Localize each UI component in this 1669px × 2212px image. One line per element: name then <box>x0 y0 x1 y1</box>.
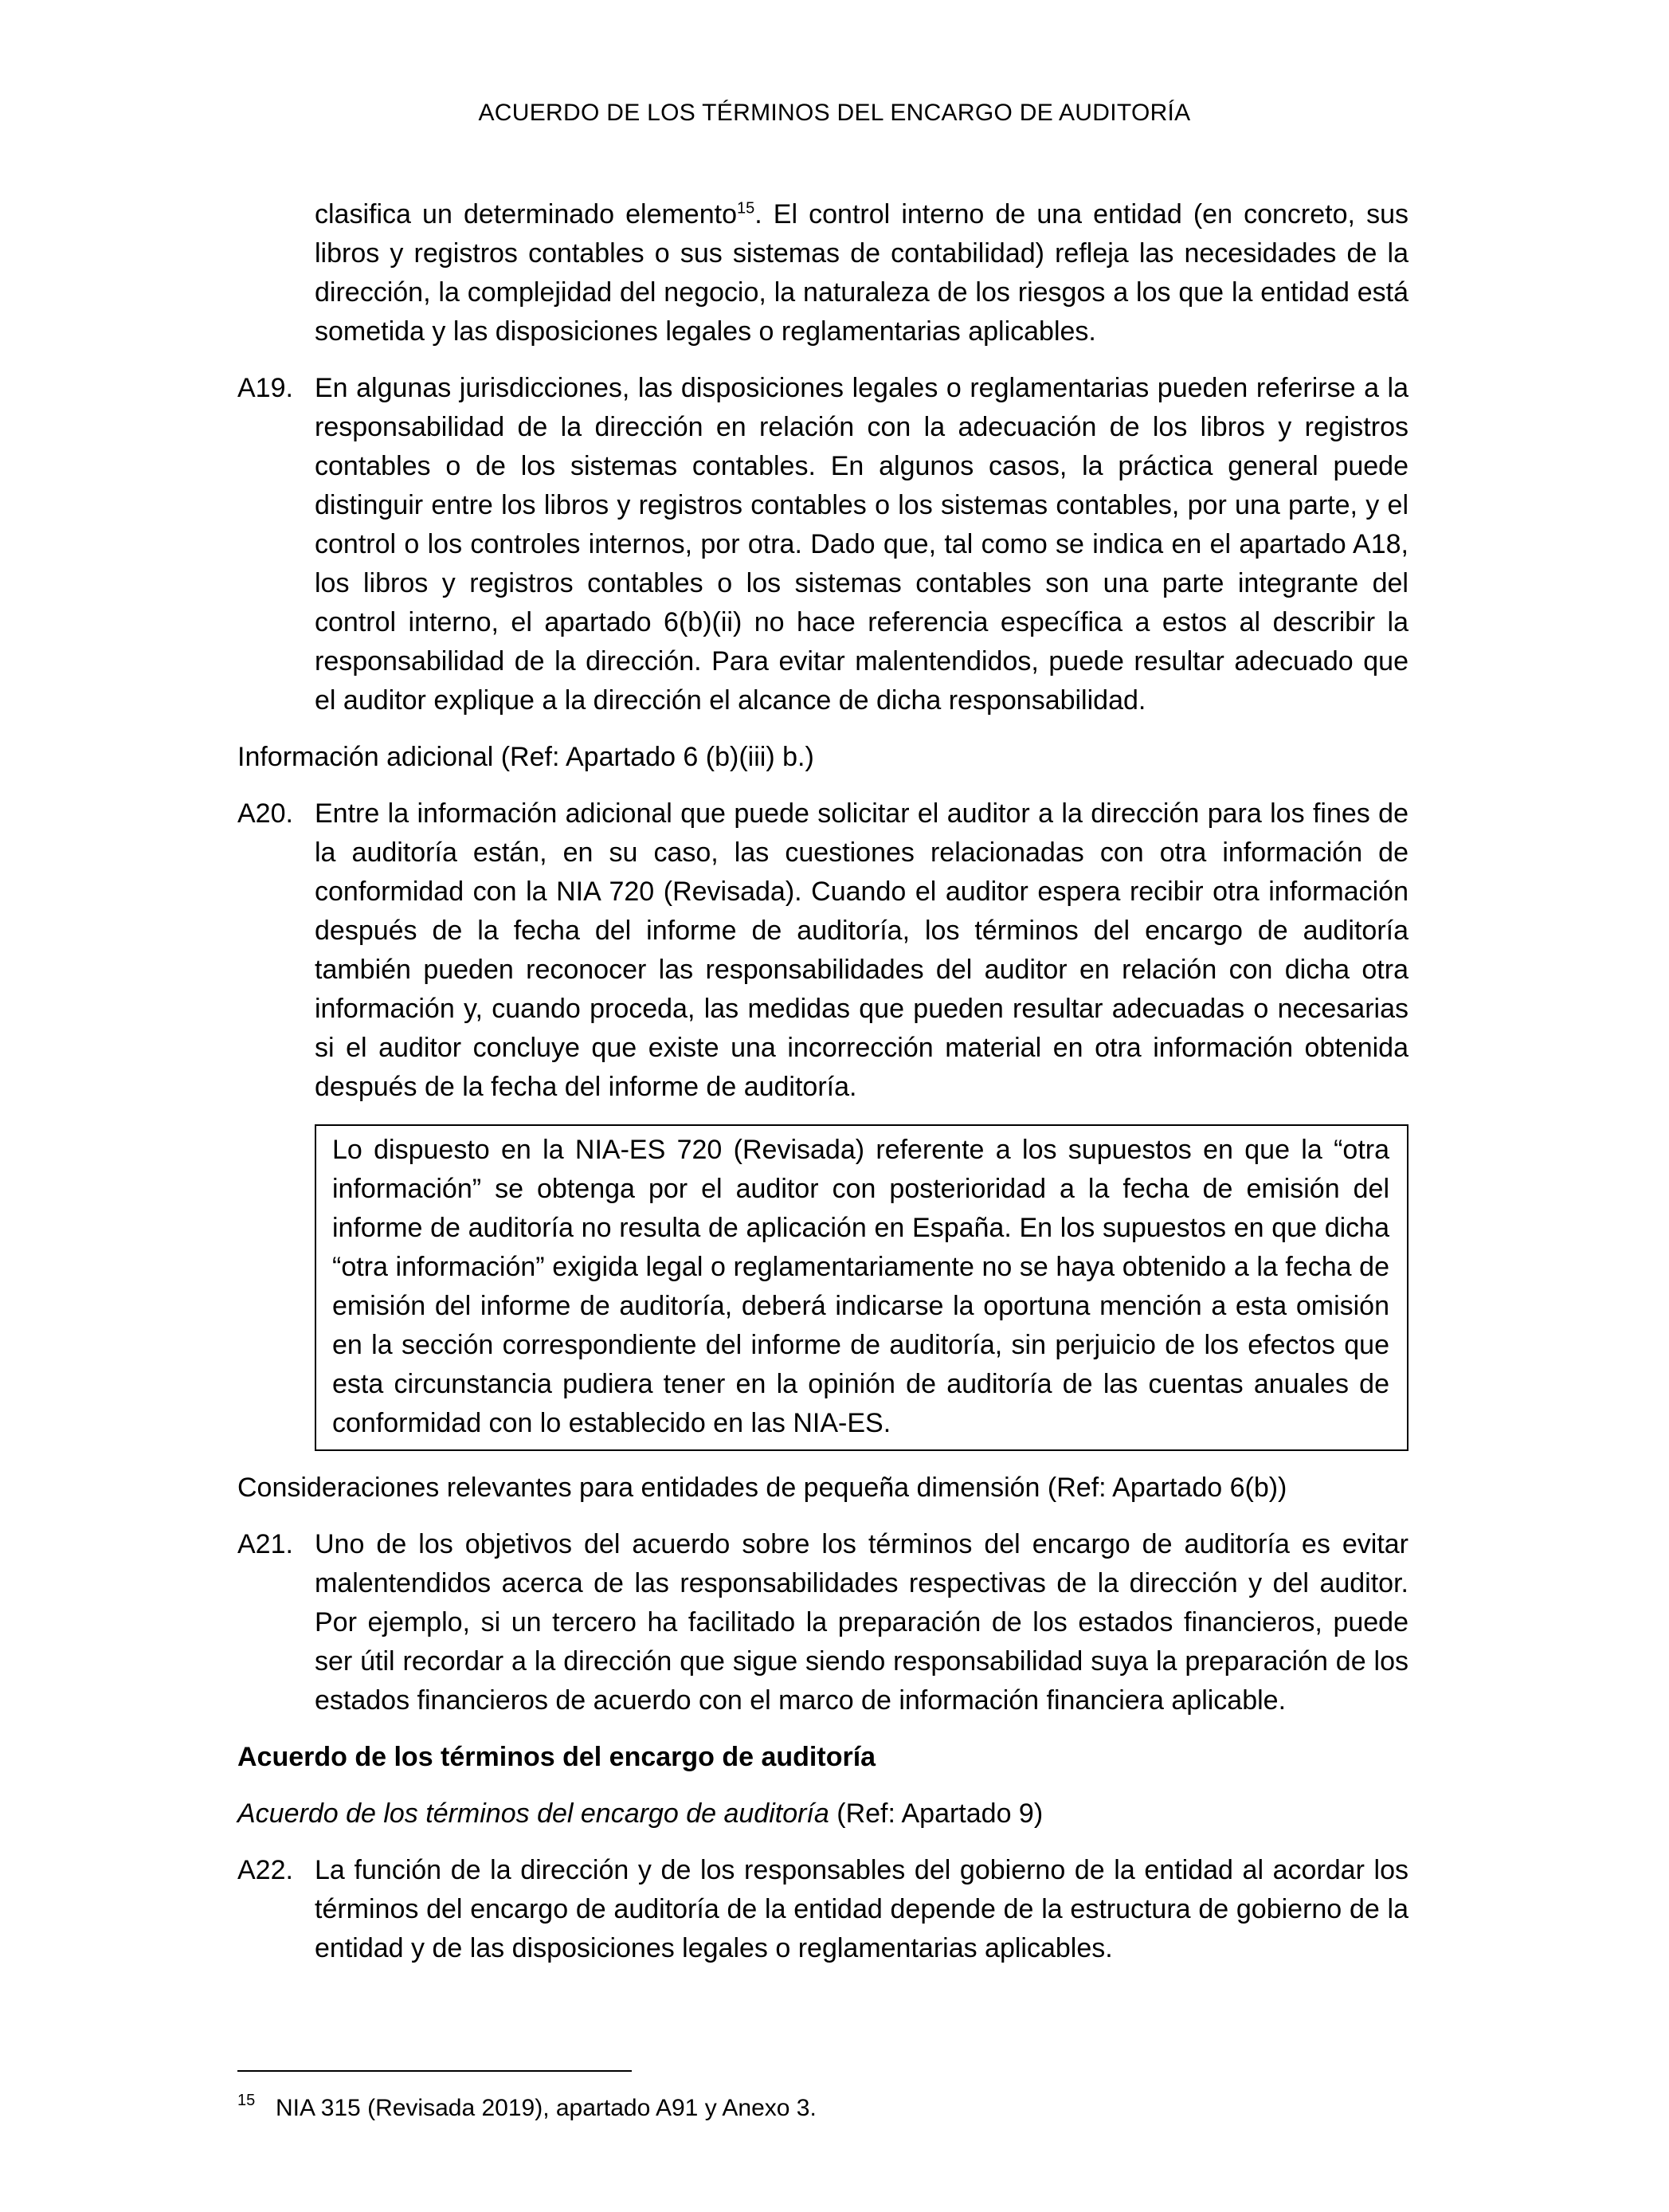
paragraph-text: Entre la información adicional que puede solicitar el auditor a la dirección para los fines de la auditoría están, en su caso, las cuestiones relacionadas con otra información de conformidad con la NIA 720 (Revisada). Cuando el auditor espera recibir otra información después de la fecha del informe de auditoría, los términos del encargo de auditoría también pueden reconocer las responsabilidades del auditor en relación con dicha otra información y, cuando proceda, las medidas que pueden resultar adecuadas o necesarias si el auditor concluye que existe una incorrección material en otra información obtenida después de la fecha del informe de auditoría. <box>315 798 1408 1102</box>
paragraph-number: A19. <box>237 373 293 403</box>
paragraph-text: En algunas jurisdicciones, las disposiciones legales o reglamentarias pueden referirse a la responsabilidad de la dirección en relación con la adecuación de los libros y registros contables o de los sistemas contables. En algunos casos, la práctica general puede distinguir entre los libros y registros contables o los sistemas contables, por una parte, y el control o los controles internos, por otra. Dado que, tal como se indica en el apartado A18, los libros y registros contables o los sistemas contables son una parte integrante del control interno, el apartado 6(b)(ii) no hace referencia específica a estos al describir la responsabilidad de la dirección. Para evitar malentendidos, puede resultar adecuado que el auditor explique a la dirección el alcance de dicha responsabilidad. <box>315 373 1408 716</box>
footnote-divider <box>237 2070 632 2072</box>
running-header: ACUERDO DE LOS TÉRMINOS DEL ENCARGO DE AUDITORÍA <box>478 100 1191 126</box>
paragraph-a20 <box>237 794 1408 1107</box>
subsection-title: Acuerdo de los términos del encargo de auditoría <box>237 1798 829 1829</box>
page-body <box>237 195 1408 1986</box>
paragraph-number: A21. <box>237 1529 293 1559</box>
continued-text-start: clasifica un determinado elemento <box>315 199 737 229</box>
continued-text-end: . El control interno de una entidad (en concreto, sus libros y registros contables o sus sistemas de contabilidad) refleja las necesidades de la dirección, la complejidad del negocio, la naturaleza de los riesgos a los que la entidad está sometida y las disposiciones legales o reglamentarias aplicables. <box>315 199 1408 347</box>
section-heading: Acuerdo de los términos del encargo de auditoría <box>237 1742 876 1772</box>
footnote <box>237 2092 817 2124</box>
paragraph-text: La función de la dirección y de los responsables del gobierno de la entidad al acordar los términos del encargo de auditoría de la entidad depende de la estructura de gobierno de la entidad y de las disposiciones legales o reglamentarias aplicables. <box>315 1855 1408 1963</box>
paragraph-number: A22. <box>237 1855 293 1885</box>
footnote-text: NIA 315 (Revisada 2019), apartado A91 y Anexo 3. <box>276 2095 817 2121</box>
heading-additional-info: Información adicional (Ref: Apartado 6 (b)(iii) b.) <box>237 742 814 772</box>
paragraph-number: A20. <box>237 798 293 829</box>
paragraph-text: Uno de los objetivos del acuerdo sobre los términos del encargo de auditoría es evitar malentendidos acerca de las responsabilidades respectivas de la dirección y del auditor. Por ejemplo, si un tercero ha facilitado la preparación de los estados financieros, puede ser útil recordar a la dirección que sigue siendo responsabilidad suya la preparación de los estados financieros de acuerdo con el marco de información financiera aplicable. <box>315 1529 1408 1716</box>
spain-note-box: Lo dispuesto en la NIA-ES 720 (Revisada) referente a los supuestos en que la “otra información” se obtenga por el auditor con posterioridad a la fecha de emisión del informe de auditoría no resulta de aplicación en España. En los supuestos en que dicha “otra información” exigida legal o reglamentariamente no se haya obtenido a la fecha de emisión del informe de auditoría, deberá indicarse la oportuna mención a esta omisión en la sección correspondiente del informe de auditoría, sin perjuicio de los efectos que esta circunstancia pudiera tener en la opinión de auditoría de las cuentas anuales de conformidad con lo establecido en las NIA-ES. <box>315 1124 1408 1451</box>
footnote-reference[interactable]: 15 <box>736 199 755 218</box>
paragraph-a21 <box>237 1525 1408 1720</box>
subsection-ref: (Ref: Apartado 9) <box>829 1798 1044 1829</box>
continued-paragraph <box>315 195 1408 351</box>
paragraph-a22 <box>237 1851 1408 1968</box>
footnote-mark: 15 <box>237 2092 256 2109</box>
heading-small-entities: Consideraciones relevantes para entidades de pequeña dimensión (Ref: Apartado 6(b)) <box>237 1473 1287 1503</box>
subsection-heading <box>237 1794 1408 1834</box>
paragraph-a19 <box>237 369 1408 720</box>
